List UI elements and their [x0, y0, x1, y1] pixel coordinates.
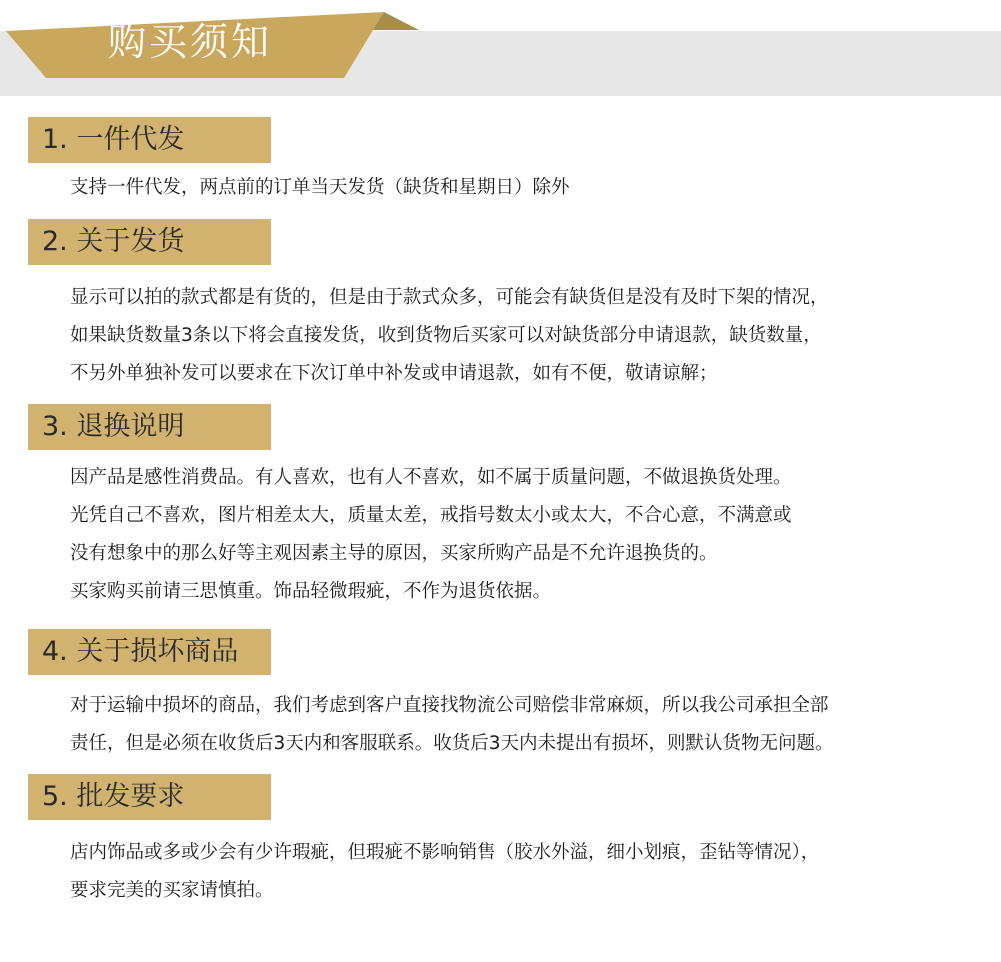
section-label-3: 3. 退换说明	[28, 404, 271, 450]
text-line: 因产品是感性消费品。有人喜欢，也有人不喜欢，如不属于质量问题，不做退换货处理。	[70, 467, 792, 488]
text-line: 没有想象中的那么好等主观因素主导的原因，买家所购产品是不允许退换货的。	[70, 543, 718, 564]
section-label-2: 2. 关于发货	[28, 219, 271, 265]
text-line: 支持一件代发，两点前的订单当天发货（缺货和星期日）除外	[70, 177, 570, 198]
text-line: 对于运输中损坏的商品，我们考虑到客户直接找物流公司赔偿非常麻烦，所以我公司承担全部	[70, 695, 829, 716]
text-line: 光凭自己不喜欢，图片相差太大，质量太差，戒指号数太小或太大，不合心意，不满意或	[70, 505, 792, 526]
section-body-4	[70, 687, 980, 763]
text-line: 显示可以拍的款式都是有货的，但是由于款式众多，可能会有缺货但是没有及时下架的情况，	[70, 287, 829, 308]
section-body-5	[70, 834, 980, 910]
section-label-5: 5. 批发要求	[28, 774, 271, 820]
text-line: 如果缺货数量3条以下将会直接发货，收到货物后买家可以对缺货部分申请退款，缺货数量，	[70, 325, 822, 346]
section-label-1: 1. 一件代发	[28, 117, 271, 163]
page-title: 购买须知	[108, 20, 273, 64]
section-body-3	[70, 459, 980, 611]
text-line: 要求完美的买家请慎拍。	[70, 880, 274, 901]
text-line: 店内饰品或多或少会有少许瑕疵，但瑕疵不影响销售（胶水外溢，细小划痕，歪钻等情况），	[70, 842, 820, 863]
text-line: 责任，但是必须在收货后3天内和客服联系。收货后3天内未提出有损坏，则默认货物无问题。	[70, 733, 834, 754]
section-body-2	[70, 279, 980, 393]
section-body-1	[70, 169, 980, 207]
section-label-4: 4. 关于损坏商品	[28, 629, 271, 675]
text-line: 买家购买前请三思慎重。饰品轻微瑕疵，不作为退货依据。	[70, 581, 552, 602]
text-line: 不另外单独补发可以要求在下次订单中补发或申请退款，如有不便，敬请谅解；	[70, 363, 718, 384]
